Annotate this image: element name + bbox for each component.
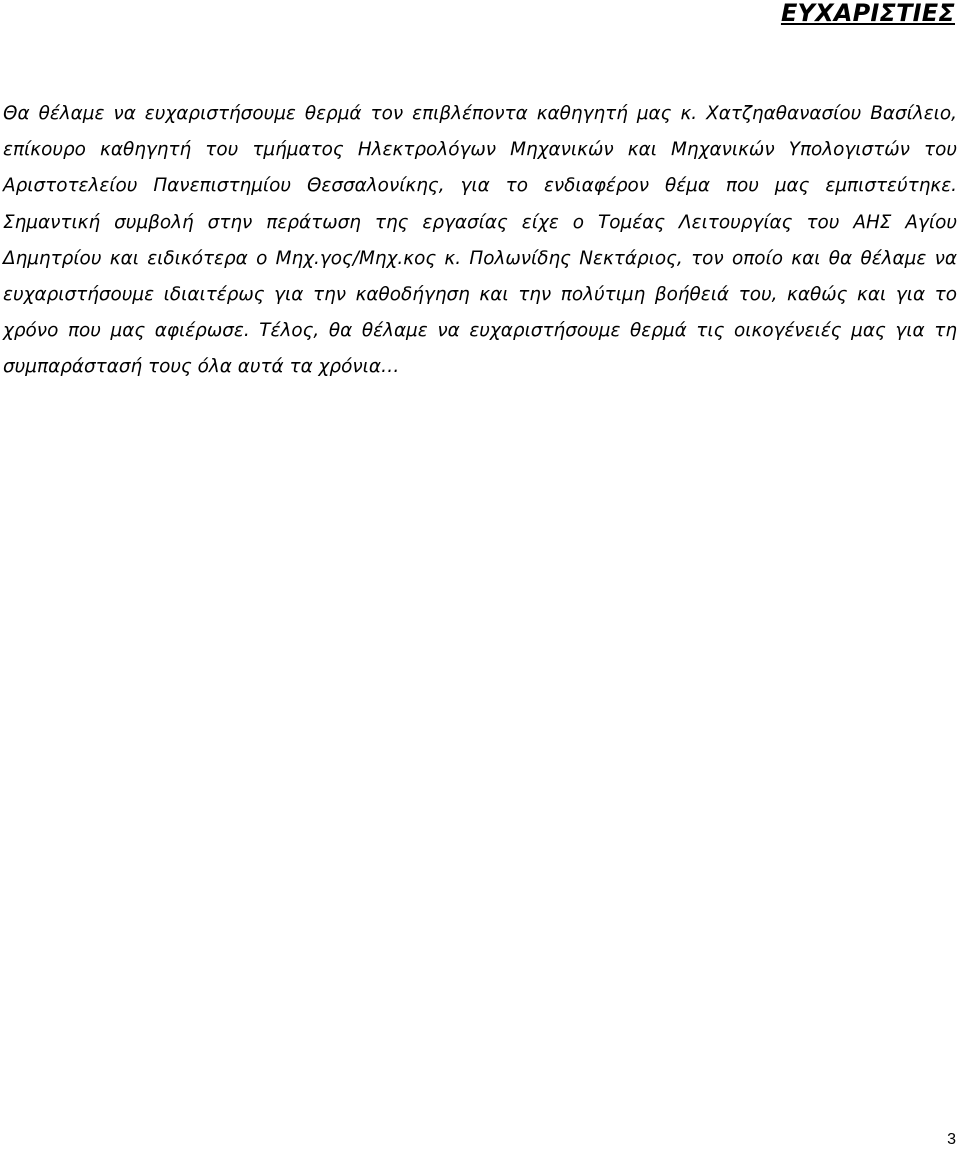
acknowledgements-paragraph: Θα θέλαμε να ευχαριστήσουμε θερμά τον επιβλέποντα καθηγητή μας κ. Χατζηαθανασίου Βασίλειο, επίκουρο καθηγητή του τμήματος Ηλεκτρολόγων Μηχανικών και Μηχανικών Υπολογιστών του Αριστοτελείου Πανεπιστημίου Θεσσαλονίκης, για το ενδιαφέρον θέμα που μας εμπιστεύτηκε. Σημαντική συμβολή στην περάτωση της εργασίας είχε ο Τομέας Λειτουργίας του ΑΗΣ Αγίου Δημητρίου και ειδικότερα ο Μηχ.γος/Μηχ.κος κ. Πολωνίδης Νεκτάριος, τον οποίο και θα θέλαμε να ευχαριστήσουμε ιδιαιτέρως για την καθοδήγηση και την πολύτιμη βοήθειά του, καθώς και για το χρόνο που μας αφιέρωσε. Τέλος, θα θέλαμε να ευχαριστήσουμε θερμά τις οικογένειές μας για τη συμπαράστασή τους όλα αυτά τα χρόνια… xyxy=(3,103,957,378)
page-number: 3 xyxy=(947,1131,956,1148)
page-title: ΕΥΧΑΡΙΣΤΙΕΣ xyxy=(780,0,955,27)
